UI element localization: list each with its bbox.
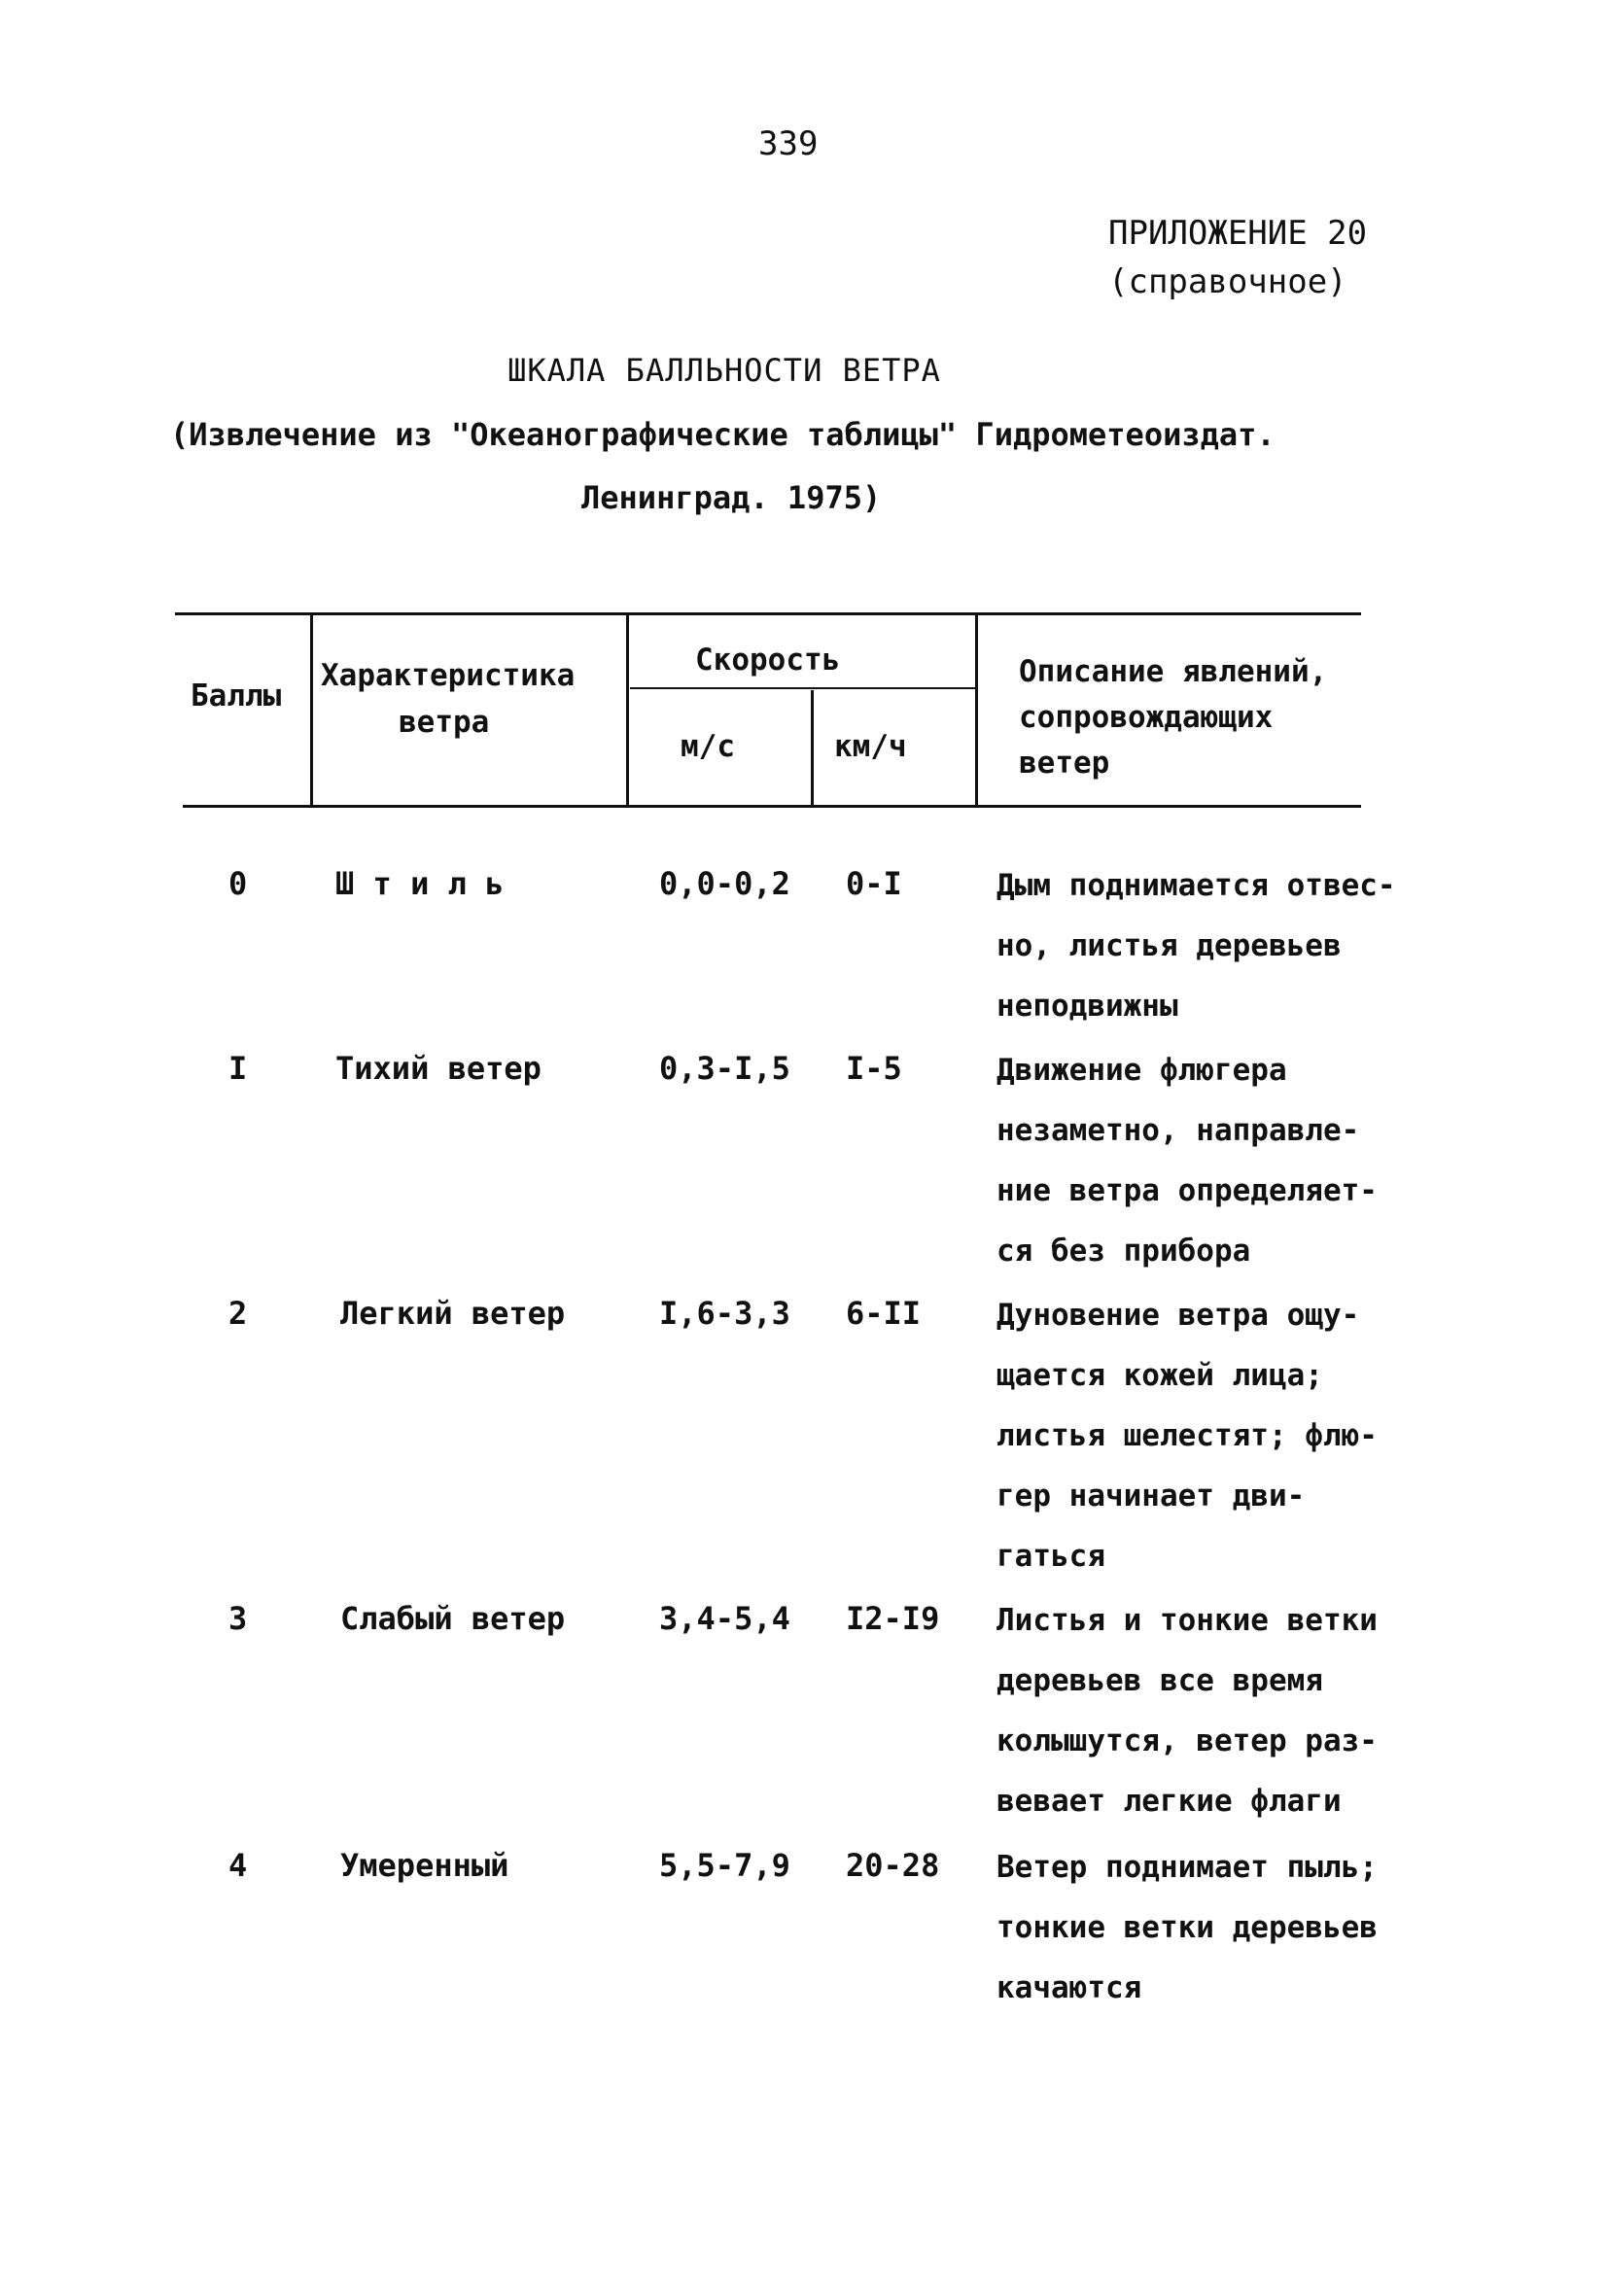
row-speed-ms: 3,4-5,4: [659, 1600, 790, 1637]
row-points: 4: [228, 1847, 248, 1884]
header-speed-kmh: км/ч: [834, 729, 907, 764]
description-line: вевает легкие флаги: [996, 1784, 1342, 1819]
header-description-3: ветер: [1019, 746, 1110, 781]
header-description-1: Описание явлений,: [1019, 654, 1328, 689]
page-number: 339: [758, 124, 819, 163]
description-line: ние ветра определяет-: [996, 1173, 1378, 1208]
col-divider-3: [811, 690, 814, 807]
header-points: Баллы: [191, 678, 282, 713]
row-characteristic: Умеренный: [340, 1847, 509, 1884]
description-line: колышутся, ветер раз-: [996, 1723, 1378, 1758]
row-speed-ms: 0,3-I,5: [659, 1050, 790, 1087]
row-points: 2: [228, 1295, 248, 1332]
description-line: неподвижны: [996, 989, 1178, 1024]
description-line: листья шелестят; флю-: [996, 1418, 1378, 1453]
table-header-bottom-rule: [183, 805, 1361, 808]
row-speed-ms: I,6-3,3: [659, 1295, 790, 1332]
header-characteristic-2: ветра: [399, 705, 490, 740]
row-speed-kmh: I-5: [846, 1050, 902, 1087]
appendix-note: (справочное): [1108, 262, 1347, 301]
description-line: ся без прибора: [996, 1234, 1251, 1269]
col-divider-1: [310, 612, 313, 807]
description-line: Дым поднимается отвес-: [996, 868, 1396, 903]
row-description: [996, 1590, 1378, 1831]
document-title: ШКАЛА БАЛЛЬНОСТИ ВЕТРА: [507, 352, 941, 389]
document-subtitle-line2: Ленинград. 1975): [581, 479, 882, 516]
description-line: Листья и тонкие ветки: [996, 1603, 1378, 1638]
description-line: деревьев все время: [996, 1663, 1323, 1698]
row-points: I: [228, 1050, 248, 1087]
row-speed-kmh: I2-I9: [846, 1600, 940, 1637]
row-description: [996, 1837, 1378, 2018]
description-line: гаться: [996, 1539, 1105, 1574]
description-line: гер начинает дви-: [996, 1478, 1306, 1513]
row-characteristic: Ш т и л ь: [335, 865, 505, 902]
table-top-rule: [175, 612, 1361, 615]
row-speed-kmh: 0-I: [846, 865, 902, 902]
row-characteristic: Слабый ветер: [340, 1600, 566, 1637]
row-speed-kmh: 6-II: [846, 1295, 922, 1332]
row-speed-kmh: 20-28: [846, 1847, 940, 1884]
description-line: Движение флюгера: [996, 1053, 1287, 1088]
row-points: 3: [228, 1600, 248, 1637]
row-speed-ms: 0,0-0,2: [659, 865, 790, 902]
description-line: тонкие ветки деревьев: [996, 1910, 1378, 1945]
row-points: 0: [228, 865, 248, 902]
header-characteristic-1: Характеристика: [321, 658, 576, 693]
col-divider-2: [626, 612, 629, 807]
row-description: [996, 1040, 1378, 1281]
description-line: качаются: [996, 1970, 1142, 2005]
speed-sub-rule: [630, 687, 976, 689]
header-description-2: сопровождающих: [1019, 700, 1274, 735]
row-description: [996, 1285, 1378, 1586]
description-line: Дуновение ветра ощу-: [996, 1298, 1360, 1333]
description-line: Ветер поднимает пыль;: [996, 1850, 1378, 1885]
document-subtitle-line1: (Извлечение из "Океанографические таблицы" Гидрометеоиздат.: [170, 416, 1276, 453]
col-divider-4: [975, 612, 978, 807]
appendix-block: [1108, 209, 1367, 306]
description-line: щается кожей лица;: [996, 1358, 1323, 1393]
row-characteristic: Тихий ветер: [335, 1050, 542, 1087]
row-description: [996, 855, 1396, 1036]
row-characteristic: Легкий ветер: [340, 1295, 566, 1332]
description-line: незаметно, направле-: [996, 1113, 1360, 1148]
row-speed-ms: 5,5-7,9: [659, 1847, 790, 1884]
header-speed-ms: м/с: [681, 729, 735, 764]
header-speed: Скорость: [695, 643, 841, 678]
description-line: но, листья деревьев: [996, 928, 1342, 963]
appendix-label: ПРИЛОЖЕНИЕ 20: [1108, 214, 1368, 253]
